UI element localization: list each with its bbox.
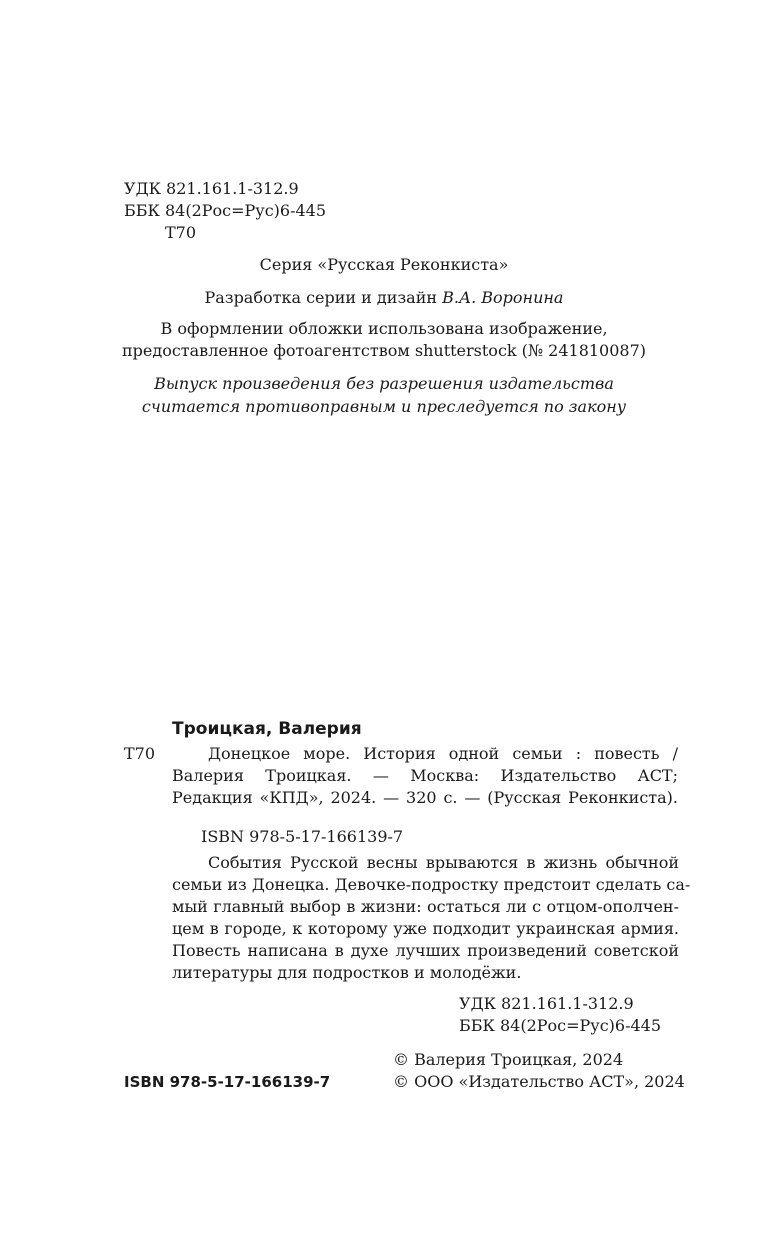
- footer-isbn: ISBN 978-5-17-166139-7: [124, 1073, 331, 1091]
- record-isbn: ISBN 978-5-17-166139-7: [201, 827, 404, 846]
- copyright-author: © Валерия Троицкая, 2024: [393, 1050, 624, 1069]
- annotation: [172, 852, 691, 984]
- cover-note-line1: В оформлении обложки использована изображение,: [160, 319, 608, 338]
- record-desc-line2: Валерия Троицкая. — Москва: Издательство АСТ;: [172, 766, 678, 785]
- annotation-line: семьи из Донецка. Девочке-подростку предстоит сделать са-: [172, 875, 691, 894]
- annotation-line: Повесть написана в духе лучших произведений советской: [172, 941, 679, 960]
- warning-line1: Выпуск произведения без разрешения издательства: [154, 374, 614, 393]
- series-title: Серия «Русская Реконкиста»: [259, 255, 509, 274]
- udk-top: УДК 821.161.1-312.9: [124, 179, 299, 198]
- record-description: [172, 743, 678, 809]
- record-desc-line1: Донецкое море. История одной семьи : повесть /: [208, 744, 678, 763]
- annotation-line: События Русской весны врываются в жизнь обычной: [208, 853, 679, 872]
- series-design-prefix: Разработка серии и дизайн: [204, 288, 443, 307]
- cover-note-line2: предоставленное фотоагентством shutterstock (№ 241810087): [121, 341, 647, 360]
- warning-line2: считается противоправным и преследуется по закону: [141, 397, 627, 416]
- record-desc-line3: Редакция «КПД», 2024. — 320 с. — (Русская Реконкиста).: [172, 788, 678, 807]
- record-author: Троицкая, Валерия: [172, 719, 362, 739]
- annotation-line: мый главный выбор в жизни: остаться ли с отцом-ополчен-: [172, 897, 679, 916]
- record-udk: УДК 821.161.1-312.9: [459, 994, 634, 1013]
- record-sign: Т70: [124, 744, 156, 763]
- annotation-line: литературы для подростков и молодёжи.: [172, 963, 522, 982]
- series-design: [0, 287, 768, 309]
- author-sign-top: Т70: [165, 223, 197, 242]
- series-design-author: В.А. Воронина: [442, 288, 564, 307]
- record-bbk: ББК 84(2Рос=Рус)6-445: [459, 1016, 662, 1035]
- annotation-line: цем в городе, к которому уже подходит украинская армия.: [172, 919, 679, 938]
- copyright-publisher: © ООО «Издательство АСТ», 2024: [393, 1072, 685, 1091]
- bbk-top: ББК 84(2Рос=Рус)6-445: [124, 201, 327, 220]
